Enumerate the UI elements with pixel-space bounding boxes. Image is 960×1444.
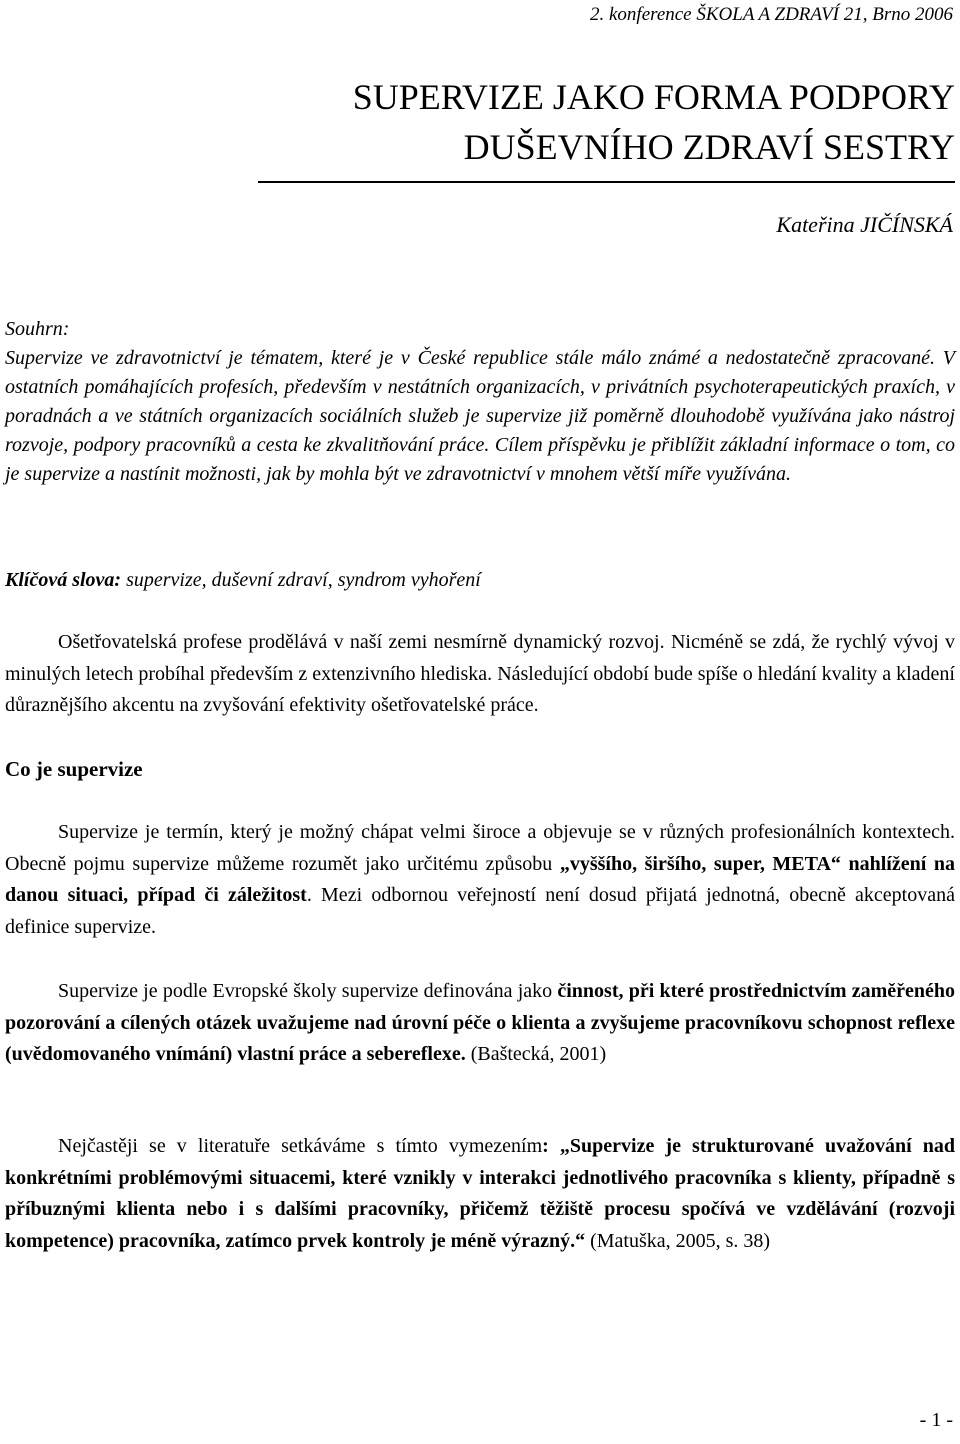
paragraph-2-citation: (Baštecká, 2001) [465, 1043, 607, 1065]
abstract-heading: Souhrn: [5, 318, 70, 340]
title-divider [258, 181, 955, 183]
abstract [5, 315, 955, 489]
paper-title [55, 72, 955, 172]
section-paragraph-1 [5, 817, 955, 943]
section-heading: Co je supervize [5, 757, 143, 781]
keywords-label: Klíčová slova: [5, 569, 122, 591]
title-line-2: DUŠEVNÍHO ZDRAVÍ SESTRY [463, 127, 955, 167]
running-header: 2. konference ŠKOLA A ZDRAVÍ 21, Brno 2006 [589, 4, 953, 25]
paragraph-1-text-b: . Mezi odbornou veřejností není dosud přijatá jednotná, obecně akceptovaná definice supervize. [5, 884, 955, 938]
section-paragraph-3 [5, 1131, 955, 1257]
section-paragraph-2 [5, 976, 955, 1071]
page-number: - 1 - [919, 1409, 953, 1431]
intro-paragraph: Ošetřovatelská profese prodělává v naší zemi nesmírně dynamický rozvoj. Nicméně se zdá, že rychlý vývoj v minulých letech probíhal především z extenzivního hlediska. Následující období bude spíše o hledání kvality a kladení důraznějšího akcentu na zvyšování efektivity ošetřovatelské práce. [5, 631, 955, 716]
abstract-text: Supervize ve zdravotnictví je tématem, které je v České republice stále málo známé a nedostatečně zpracované. V ostatních pomáhajících profesích, především v nestátních organizacích, v privátních psychoterapeutických praxích, v poradnách a ve státních organizacích sociálních služeb je supervize již poměrně dlouhodobě využívána jako nástroj rozvoje, podpory pracovníků a cesta ke zkvalitňování práce. Cílem příspěvku je přiblížit základní informace o tom, co je supervize a nastínit možnosti, jak by mohla být ve zdravotnictví v mnohem větší míře využívána. [5, 347, 955, 485]
paragraph-1-emphasis: „vyššího, širšího, super, META“ nahlížení na danou situaci, případ či záležitost [5, 852, 955, 906]
paragraph-3-quote: : „Supervize je strukturované uvažování nad konkrétními problémovými situacemi, které vznikly v interakci jednotlivého pracovníka s klienty, případně s příbuznými klienta nebo i s dalšími pracovníky, přičemž těžiště procesu spočívá ve vzdělávání (rozvoji kompetence) pracovníka, zatímco prvek kontroly je méně výrazný.“ [5, 1135, 956, 1252]
paragraph-3-citation: (Matuška, 2005, s. 38) [585, 1229, 771, 1252]
keywords-text: supervize, duševní zdraví, syndrom vyhoření [121, 569, 481, 591]
title-line-1: SUPERVIZE JAKO FORMA PODPORY [352, 77, 955, 117]
keywords [5, 566, 955, 595]
paragraph-2-definition: činnost, při které prostřednictvím zaměřeného pozorování a cílených otázek uvažujeme nad úrovní péče o klienta a zvyšujeme pracovníkovu schopnost reflexe (uvědomovaného vnímání) vlastní práce a sebereflexe. [5, 980, 955, 1065]
author-name: Kateřina JIČÍNSKÁ [776, 212, 953, 237]
paragraph-3-text-a: Nejčastěji se v literatuře setkáváme s tímto vymezením [58, 1135, 543, 1157]
paragraph-2-text-a: Supervize je podle Evropské školy supervize definována jako [58, 980, 558, 1002]
paragraph-1-text-a: Supervize je termín, který je možný chápat velmi široce a objevuje se v různých profesionálních kontextech. Obecně pojmu supervize můžeme rozumět jako určitému způsobu [5, 821, 955, 875]
